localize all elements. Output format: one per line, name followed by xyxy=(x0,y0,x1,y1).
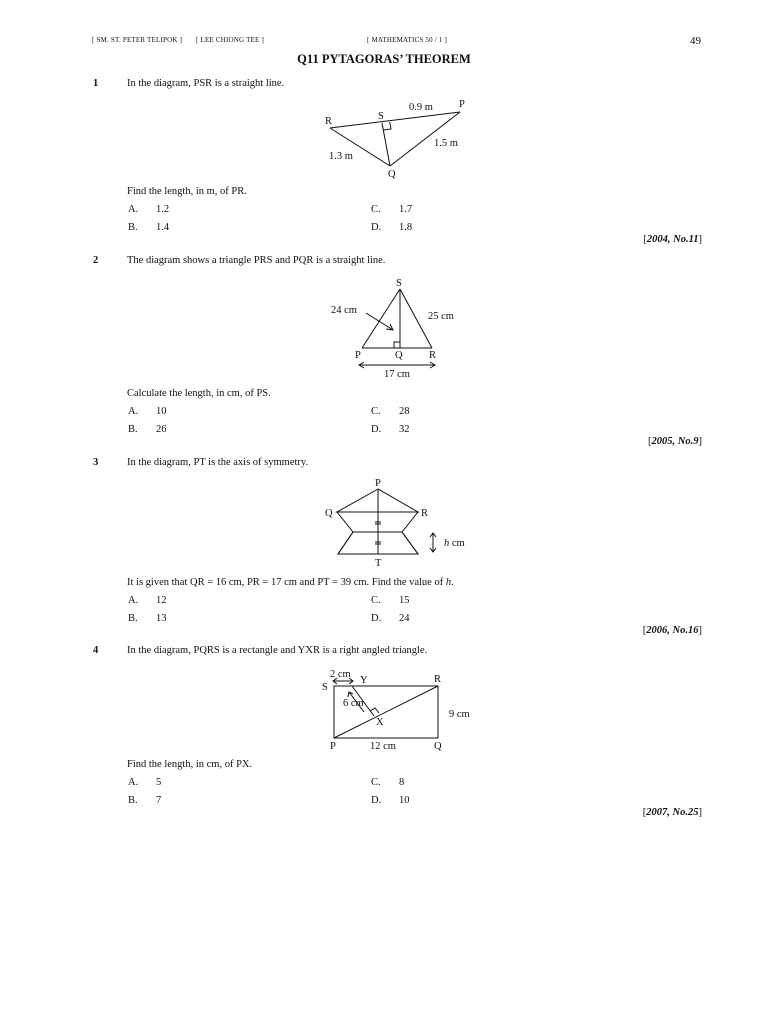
question-1-stem: In the diagram, PSR is a straight line. xyxy=(127,78,285,89)
option-value: 24 xyxy=(399,613,410,624)
q3-label-p: P xyxy=(375,478,381,489)
question-3-reference: [2006, No.16] xyxy=(642,625,702,636)
option-value: 10 xyxy=(156,406,167,417)
question-1-diagram-labels xyxy=(325,99,465,180)
q2-label-q: Q xyxy=(395,350,403,361)
question-3-prompt: It is given that QR = 16 cm, PR = 17 cm and PT = 39 cm. Find the value of h. xyxy=(127,577,454,588)
q4-diagonal-pr xyxy=(334,686,438,738)
option-value: 1.4 xyxy=(156,222,170,233)
q1-line-rp xyxy=(330,112,460,128)
option-letter: A. xyxy=(128,777,139,788)
option-letter: B. xyxy=(128,795,138,806)
q3-label-q: Q xyxy=(325,508,333,519)
header-school: [ SM. ST. PETER TELIPOK ] xyxy=(92,36,183,44)
question-3-option-a[interactable] xyxy=(128,595,167,606)
q1-label-q: Q xyxy=(388,169,396,180)
option-value: 32 xyxy=(399,424,410,435)
q2-pointer-arrow xyxy=(366,313,393,330)
option-letter: A. xyxy=(128,595,139,606)
question-4-reference: [2007, No.25] xyxy=(642,807,702,818)
option-letter: A. xyxy=(128,406,139,417)
question-2-prompt: Calculate the length, in cm, of PS. xyxy=(127,388,271,399)
q1-label-sp: 0.9 m xyxy=(409,102,433,113)
q1-label-r: R xyxy=(325,116,333,127)
question-1-option-a[interactable] xyxy=(128,204,169,215)
q2-label-p: P xyxy=(355,350,361,361)
q4-label-x: X xyxy=(376,717,384,728)
option-value: 10 xyxy=(399,795,410,806)
q4-label-sy: 2 cm xyxy=(330,669,351,680)
question-4-prompt: Find the length, in cm, of PX. xyxy=(127,759,253,770)
option-letter: C. xyxy=(371,595,381,606)
page-title: Q11 PYTAGORAS’ THEOREM xyxy=(297,52,471,66)
question-4-option-a[interactable] xyxy=(128,777,161,788)
question-2-option-c[interactable] xyxy=(371,406,410,417)
option-letter: B. xyxy=(128,613,138,624)
question-1-option-c[interactable] xyxy=(371,204,412,215)
q2-label-sr: 25 cm xyxy=(428,311,454,322)
q3-label-h: h cm xyxy=(444,538,465,549)
question-4-number: 4 xyxy=(93,645,99,656)
question-2-option-a[interactable] xyxy=(128,406,167,417)
question-3-option-b[interactable] xyxy=(128,613,167,624)
q4-label-p: P xyxy=(330,741,336,752)
question-2-number: 2 xyxy=(93,255,99,266)
question-1-option-d[interactable] xyxy=(371,222,412,233)
question-3-stem: In the diagram, PT is the axis of symmetry. xyxy=(127,457,309,468)
option-value: 12 xyxy=(156,595,167,606)
q4-label-r: R xyxy=(434,674,442,685)
q2-label-sq: 24 cm xyxy=(331,305,357,316)
question-2-option-b[interactable] xyxy=(128,424,167,435)
q1-label-s: S xyxy=(378,111,384,122)
option-letter: D. xyxy=(371,795,382,806)
q2-label-r: R xyxy=(429,350,437,361)
q3-label-t: T xyxy=(375,558,382,569)
q2-line-sp xyxy=(362,289,400,348)
q4-label-s: S xyxy=(322,682,328,693)
option-value: 15 xyxy=(399,595,410,606)
question-3-option-c[interactable] xyxy=(371,595,410,606)
option-letter: A. xyxy=(128,204,139,215)
question-1-reference: [2004, No.11] xyxy=(643,234,702,245)
option-value: 1.7 xyxy=(399,204,413,215)
option-value: 13 xyxy=(156,613,167,624)
q2-label-pr: 17 cm xyxy=(384,369,410,380)
q4-label-pq: 12 cm xyxy=(370,741,396,752)
option-letter: C. xyxy=(371,777,381,788)
question-3-number: 3 xyxy=(93,457,99,468)
q2-right-angle-mark xyxy=(394,342,400,348)
option-letter: C. xyxy=(371,204,381,215)
option-value: 8 xyxy=(399,777,405,788)
q4-label-q: Q xyxy=(434,741,442,752)
question-1-prompt: Find the length, in m, of PR. xyxy=(127,186,247,197)
question-2-reference: [2005, No.9] xyxy=(648,436,702,447)
q1-label-pq: 1.5 m xyxy=(434,138,458,149)
option-value: 7 xyxy=(156,795,162,806)
option-letter: D. xyxy=(371,424,382,435)
q4-label-rq: 9 cm xyxy=(449,709,470,720)
option-letter: D. xyxy=(371,222,382,233)
q1-right-angle-mark xyxy=(383,122,391,130)
page-number: 49 xyxy=(690,35,701,47)
option-value: 28 xyxy=(399,406,410,417)
header-subject: [ MATHEMATICS 50 / 1 ] xyxy=(367,36,448,44)
question-4-option-d[interactable] xyxy=(371,795,410,806)
question-3-option-d[interactable] xyxy=(371,613,410,624)
option-value: 1.8 xyxy=(399,222,413,233)
q1-label-p: P xyxy=(459,99,465,110)
question-4-option-c[interactable] xyxy=(371,777,404,788)
option-letter: B. xyxy=(128,424,138,435)
question-4-option-b[interactable] xyxy=(128,795,161,806)
question-2-stem: The diagram shows a triangle PRS and PQR is a straight line. xyxy=(127,255,386,266)
option-value: 26 xyxy=(156,424,167,435)
q3-label-r: R xyxy=(421,508,429,519)
question-1-number: 1 xyxy=(93,78,99,89)
q4-label-yx: 6 cm xyxy=(343,698,364,709)
option-value: 5 xyxy=(156,777,162,788)
q1-label-rq: 1.3 m xyxy=(329,151,353,162)
q4-label-y: Y xyxy=(360,675,368,686)
question-1-option-b[interactable] xyxy=(128,222,169,233)
option-letter: C. xyxy=(371,406,381,417)
option-value: 1.2 xyxy=(156,204,170,215)
option-letter: B. xyxy=(128,222,138,233)
question-3-diagram xyxy=(337,489,436,554)
header-teacher: [ LEE CHIONG TEE ] xyxy=(196,36,265,44)
option-letter: D. xyxy=(371,613,382,624)
q2-label-s: S xyxy=(396,278,402,289)
question-4-stem: In the diagram, PQRS is a rectangle and YXR is a right angled triangle. xyxy=(127,645,428,656)
question-2-option-d[interactable] xyxy=(371,424,410,435)
